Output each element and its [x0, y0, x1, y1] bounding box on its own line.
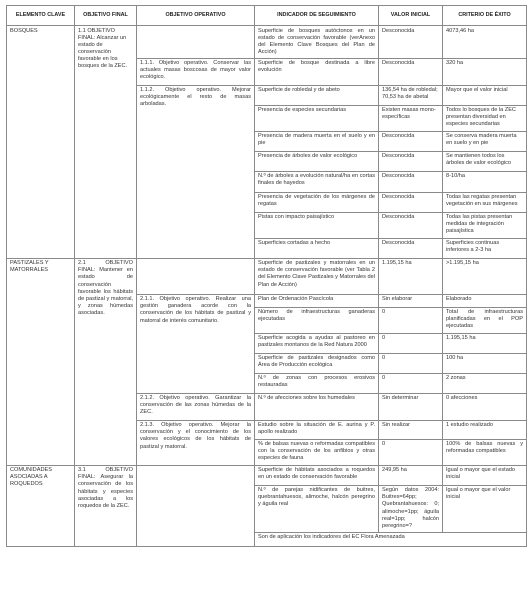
header-objetivo-operativo: OBJETIVO OPERATIVO [137, 6, 255, 26]
initial-value-cell: Sin realizar [379, 420, 443, 439]
indicator-cell: N.º de árboles a evolución natural/ha en cortas finales de hayedos [255, 171, 379, 192]
initial-value-cell: Existen masas mono-específicas [379, 105, 443, 131]
initial-value-cell: 0 [379, 353, 443, 373]
indicator-cell: Superficie de robledal y de abeto [255, 85, 379, 105]
success-criterion-cell: 100 ha [443, 353, 527, 373]
initial-value-cell: 249,95 ha [379, 465, 443, 485]
initial-value-cell: Desconocida [379, 212, 443, 238]
success-criterion-cell: 8-10/ha [443, 171, 527, 192]
header-valor-inicial: VALOR INICIAL [379, 6, 443, 26]
initial-value-cell: 0 [379, 439, 443, 465]
indicator-cell: Superficie de hábitats asociados a roquedos en un estado de conservación favorable [255, 465, 379, 485]
initial-value-cell: Desconocida [379, 151, 443, 171]
element-bosques: BOSQUES [7, 26, 75, 259]
success-criterion-cell: 4073,46 ha [443, 26, 527, 59]
success-criterion-cell: Igual o mayor que el valor inicial [443, 485, 527, 532]
success-criterion-cell: Mayor que el valor inicial [443, 85, 527, 105]
success-criterion-cell: Igual o mayor que el estado inicial [443, 465, 527, 485]
indicator-cell: N.º de afecciones sobre los humedales [255, 393, 379, 420]
success-criterion-cell: Total de infraestructuras planificadas en el POP ejecutadas [443, 307, 527, 333]
initial-value-cell: Según datos 2004: Buitres=64pp; Quebrantahuesos: 0; alimoche=1pp; águila real=1pp; halcón peregrino=? [379, 485, 443, 532]
operational-objective-cell [137, 26, 255, 59]
element-pastizales: PASTIZALES Y MATORRALES [7, 258, 75, 465]
initial-value-cell: Desconocida [379, 58, 443, 85]
success-criterion-cell: Superficies continuas inferiores a 2-3 ha [443, 238, 527, 258]
success-criterion-cell: 1 estudio realizado [443, 420, 527, 439]
indicator-cell: Superficie de pastizales designados como Área de Producción ecológica [255, 353, 379, 373]
success-criterion-cell: Todos lo bosques de la ZEC presentan diversidad en especies secundarias [443, 105, 527, 131]
header-elemento-clave: ELEMENTO CLAVE [7, 6, 75, 26]
success-criterion-cell: >1.195,15 ha [443, 258, 527, 294]
header-indicador: INDICADOR DE SEGUIMIENTO [255, 6, 379, 26]
table-header-row [7, 6, 527, 26]
indicator-cell: Estudio sobre la situación de E. aurina y P. apollo realizado [255, 420, 379, 439]
indicator-cell: Superficie de pastizales y matorrales en un estado de conservación favorable (ver Tabla 2 del Elemento Clave Pastizales y Matorrales del Plan de Acción) [255, 258, 379, 294]
success-criterion-cell: Se mantienen todos los árboles de valor ecológico [443, 151, 527, 171]
success-criterion-cell: 100% de balsas nuevas y reformadas compatibles [443, 439, 527, 465]
initial-value-cell: 136,54 ha de robledal; 70,53 ha de abetal [379, 85, 443, 105]
indicator-cell: Presencia de árboles de valor ecológico [255, 151, 379, 171]
operational-objective-cell [137, 465, 255, 546]
final-objective-comunidades: 3.1 OBJETIVO FINAL: Asegurar la conservación de los hábitats y especies asociadas a los roquedos de la ZEC. [75, 465, 137, 546]
initial-value-cell: 1.195,15 ha [379, 258, 443, 294]
indicator-cell: Superficie de bosques autóctonos en un estado de conservación favorable (verAnexo del Elemento Clave Bosques del Plan de Acción) [255, 26, 379, 59]
indicator-cell: N.º de zonas con procesos erosivos restauradas [255, 373, 379, 393]
initial-value-cell: Desconocida [379, 26, 443, 59]
initial-value-cell: 0 [379, 333, 443, 353]
indicator-cell: Superficie de bosque destinada a libre evolución [255, 58, 379, 85]
success-criterion-cell: Todas las pistas presentan medidas de integración paisajística [443, 212, 527, 238]
success-criterion-cell: Se conserva madera muerta en suelo y en pie [443, 131, 527, 151]
header-criterio-exito: CRITERIO DE ÉXITO [443, 6, 527, 26]
initial-value-cell: Desconocida [379, 171, 443, 192]
indicator-cell: Plan de Ordenación Pascícola [255, 294, 379, 307]
operational-objective-2-1-1: 2.1.1. Objetivo operativo. Realizar una gestión ganadera acorde con la conservación de los hábitats de pastizal y matorral de interés comunitario. [137, 294, 255, 393]
table-row [7, 258, 527, 294]
success-criterion-cell: 2 zonas [443, 373, 527, 393]
indicator-cell: Superficie acogida a ayudas al pastoreo en pastizales montanos de la Red Natura 2000 [255, 333, 379, 353]
monitoring-table [6, 5, 527, 547]
success-criterion-cell: Elaborado [443, 294, 527, 307]
indicator-cell: Pistas con impacto paisajístico [255, 212, 379, 238]
initial-value-cell: 0 [379, 307, 443, 333]
success-criterion-cell: 1.195,15 ha [443, 333, 527, 353]
initial-value-cell: Desconocida [379, 131, 443, 151]
success-criterion-cell: Todas las regatas presentan vegetación en sus márgenes [443, 192, 527, 212]
operational-objective-1-1-2: 1.1.2. Objetivo operativo. Mejorar ecológicamente el resto de masas arboladas. [137, 85, 255, 258]
final-objective-bosques: 1.1 OBJETIVO FINAL: Alcanzar un estado de conservación favorable en los bosques de la ZEC. [75, 26, 137, 259]
indicator-cell: Superficies cortadas a hecho [255, 238, 379, 258]
indicator-note-cell: Son de aplicación los indicadores del EC Flora Amenazada [255, 532, 527, 546]
table-row [7, 26, 527, 59]
indicator-cell: Número de infraestructuras ganaderas ejecutadas [255, 307, 379, 333]
operational-objective-cell [137, 258, 255, 294]
indicator-cell: Presencia de madera muerta en el suelo y en pie [255, 131, 379, 151]
indicator-cell: Presencia de especies secundarias [255, 105, 379, 131]
table-row [7, 465, 527, 485]
initial-value-cell: Sin elaborar [379, 294, 443, 307]
operational-objective-1-1-1: 1.1.1. Objetivo operativo. Conservar las actuales masas boscosas de mayor valor ecológico. [137, 58, 255, 85]
success-criterion-cell: 320 ha [443, 58, 527, 85]
indicator-cell: N.º de parejas nidificantes de buitres, quebrantahuesos, alimoche, halcón peregrino y águila real [255, 485, 379, 532]
initial-value-cell: Desconocida [379, 192, 443, 212]
header-objetivo-final: OBJETIVO FINAL [75, 6, 137, 26]
initial-value-cell: 0 [379, 373, 443, 393]
initial-value-cell: Desconocida [379, 238, 443, 258]
final-objective-pastizales: 2.1 OBJETIVO FINAL: Mantener en estado de conservación favorable los hábitats de pastizal y matorral, y zonas húmedas asociadas. [75, 258, 137, 465]
indicator-cell: % de balsas nuevas o reformadas compatibles con la conservación de los anfibios y otras especies de fauna [255, 439, 379, 465]
element-comunidades: COMUNIDADES ASOCIADAS A ROQUEDOS [7, 465, 75, 546]
success-criterion-cell: 0 afecciones [443, 393, 527, 420]
monitoring-table-sheet [6, 5, 526, 547]
indicator-cell: Presencia de vegetación de los márgenes de regatas [255, 192, 379, 212]
initial-value-cell: Sin determinar [379, 393, 443, 420]
operational-objective-2-1-3: 2.1.3. Objetivo operativo. Mejorar la conservación y el conocimiento de los valores ecológicos de los hábitats de pastizal y matorral. [137, 420, 255, 465]
operational-objective-2-1-2: 2.1.2. Objetivo operativo. Garantizar la conservación de las zonas húmedas de la ZEC. [137, 393, 255, 420]
